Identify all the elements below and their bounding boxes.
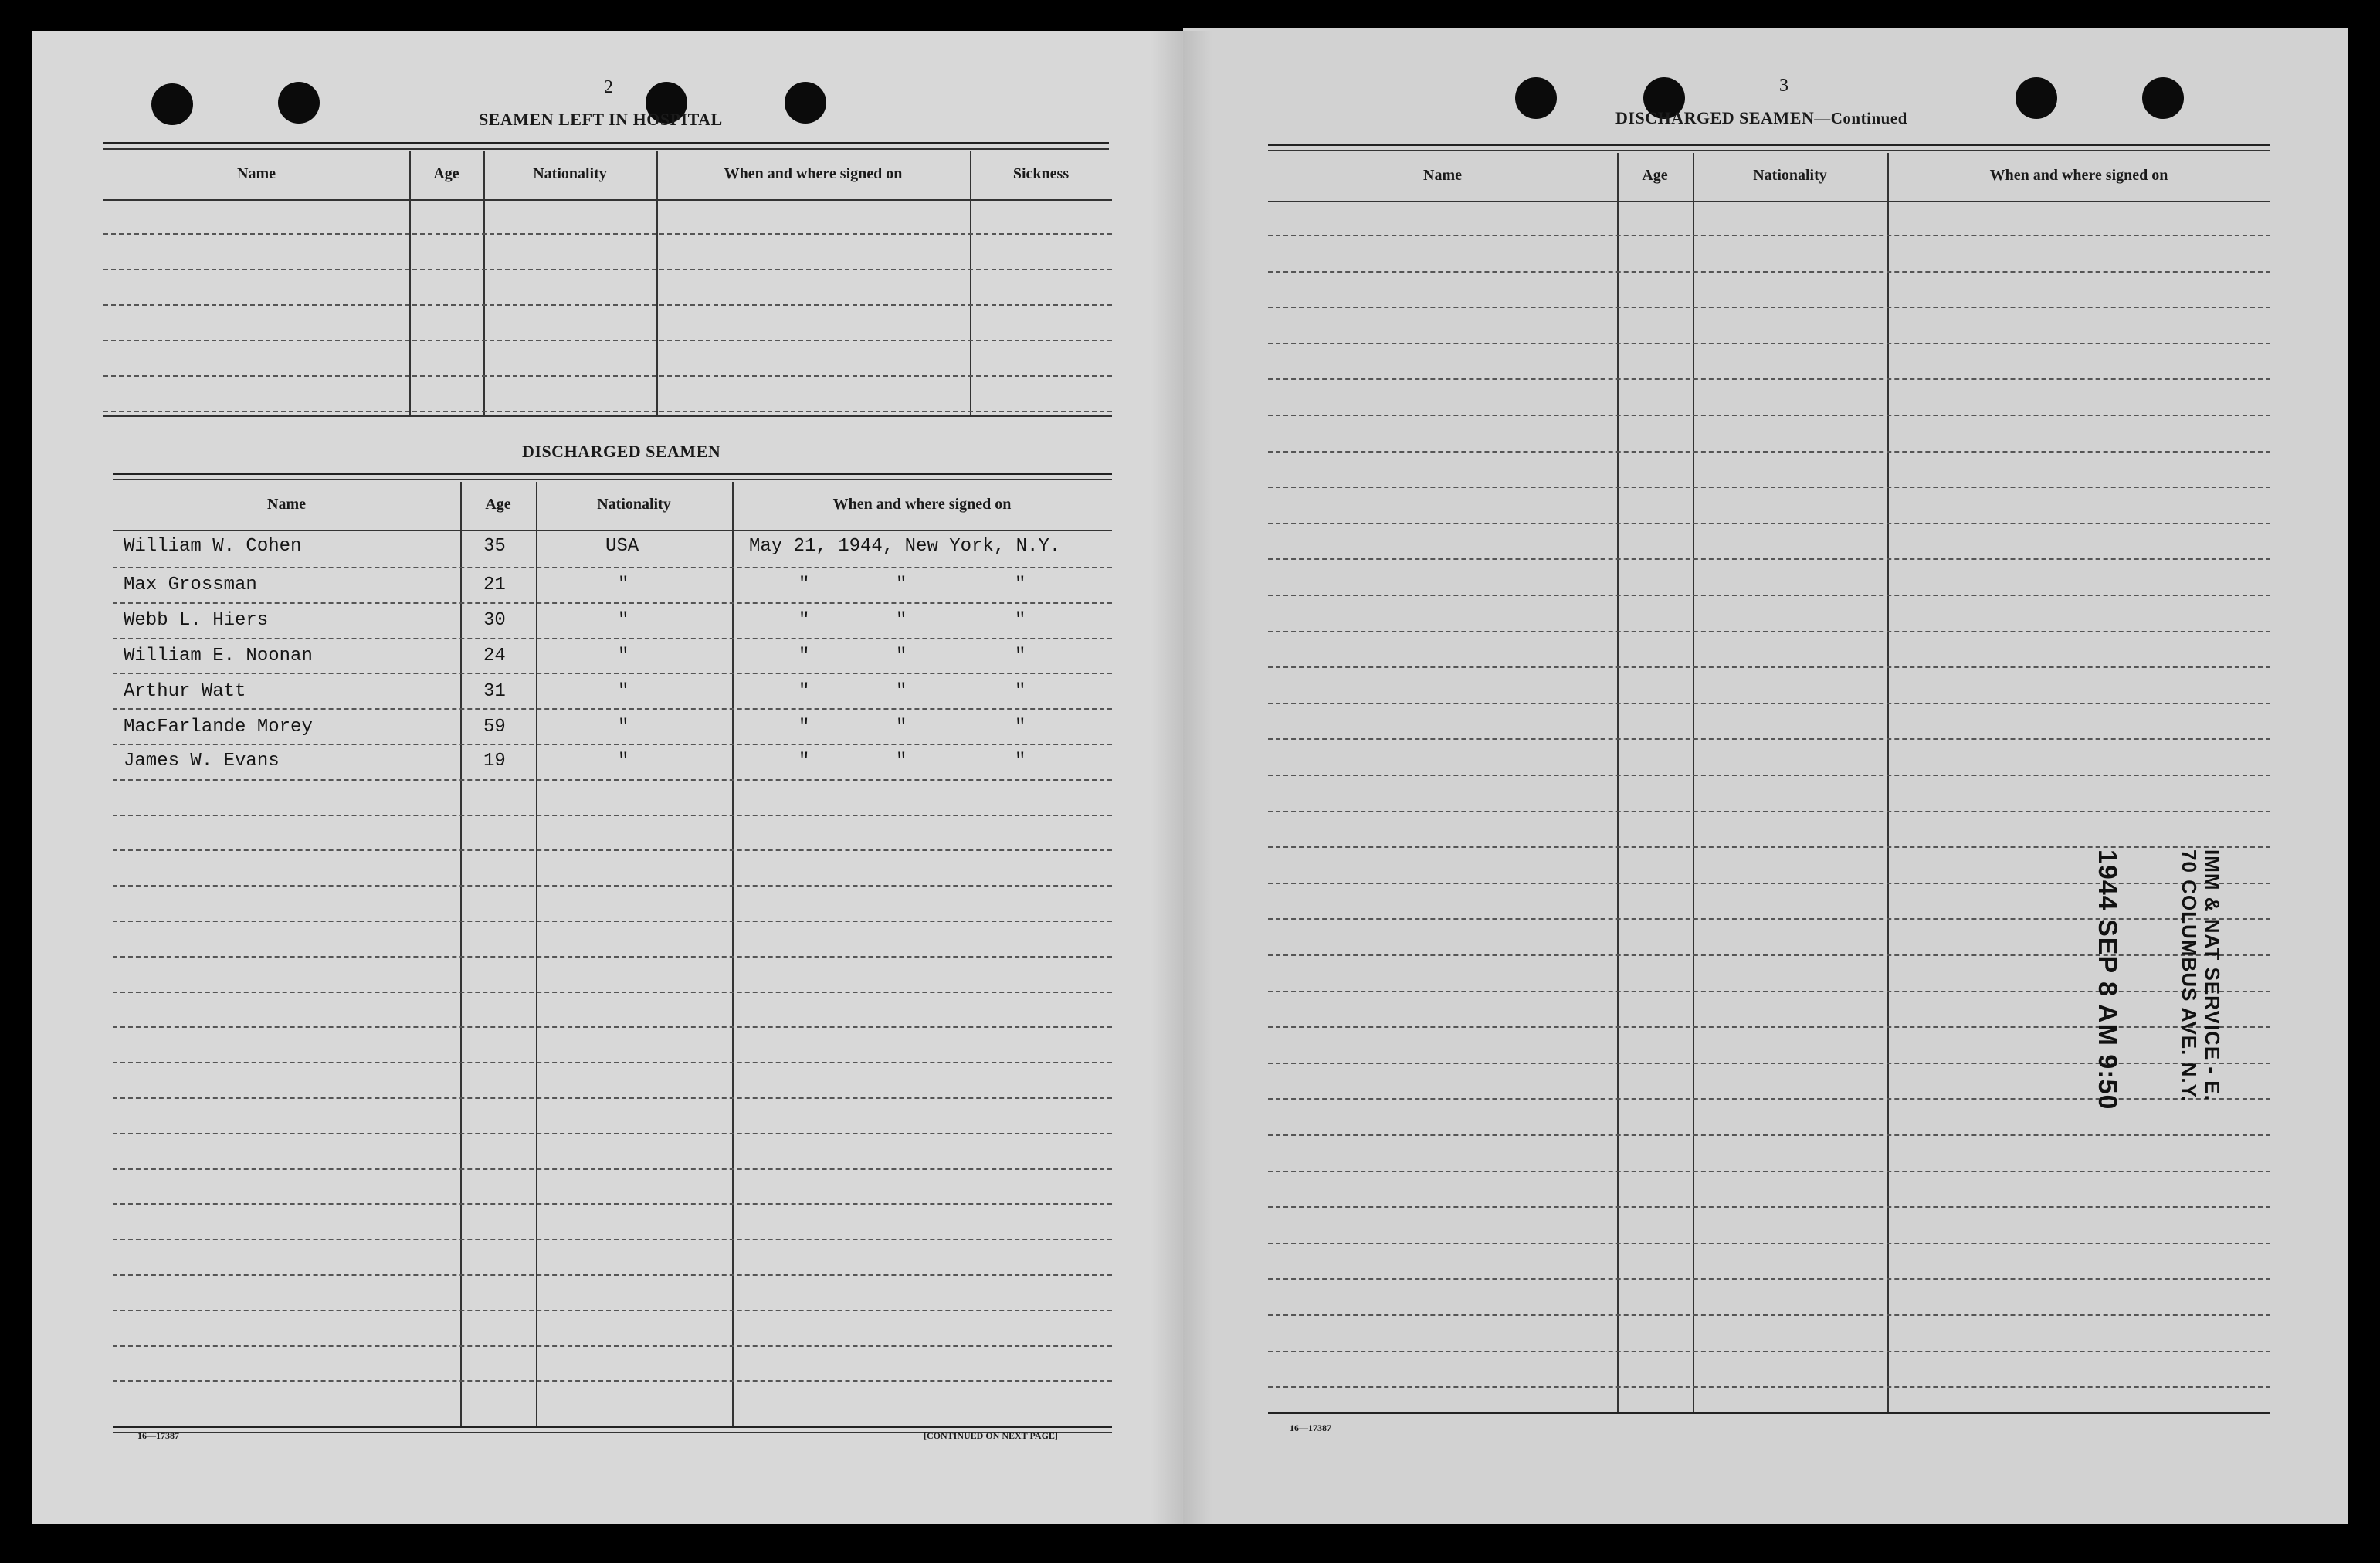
row-line	[1268, 523, 2270, 524]
row-line	[1268, 1206, 2270, 1208]
seaman-name: James W. Evans	[124, 751, 280, 771]
received-stamp	[2092, 849, 2122, 1110]
nationality-ditto: "	[618, 751, 629, 771]
signed-on-ditto: "	[798, 646, 810, 666]
continued-section-title	[1615, 108, 1907, 128]
signed-on-ditto: "	[1015, 751, 1026, 771]
header-rule	[113, 530, 1112, 531]
seaman-age: 30	[483, 610, 506, 631]
header-nationality: Nationality	[1753, 167, 1827, 184]
signed-on-ditto: "	[1015, 717, 1026, 737]
signed-on-ditto: "	[1015, 575, 1026, 595]
header-age: Age	[485, 496, 511, 513]
header-rule	[103, 199, 1112, 201]
stamp-office-line1: IMM & NAT SERVICE - E.	[2201, 849, 2224, 1101]
nationality-ditto: "	[618, 610, 629, 631]
row-line	[113, 567, 1112, 568]
signed-on-ditto: "	[896, 646, 907, 666]
seaman-age: 31	[483, 681, 506, 702]
form-number: 16—17387	[137, 1430, 179, 1441]
continued-title-suffix: —Continued	[1814, 109, 1907, 127]
row-line	[113, 708, 1112, 710]
seaman-name: William W. Cohen	[124, 536, 302, 557]
row-line	[1268, 775, 2270, 776]
column-divider	[409, 151, 411, 417]
column-divider	[483, 151, 485, 417]
column-divider	[1887, 153, 1889, 1412]
row-line	[103, 411, 1112, 412]
row-line	[113, 956, 1112, 958]
seaman-name: Arthur Watt	[124, 681, 246, 702]
row-line	[113, 1203, 1112, 1205]
form-number: 16—17387	[1290, 1422, 1331, 1433]
table-rule	[103, 148, 1109, 150]
continued-note: [CONTINUED ON NEXT PAGE]	[924, 1430, 1058, 1441]
row-line	[1268, 343, 2270, 344]
punch-hole	[1515, 77, 1557, 119]
row-line	[103, 340, 1112, 341]
left-page	[32, 31, 1206, 1524]
seaman-name: MacFarlande Morey	[124, 717, 313, 737]
signed-on-ditto: "	[896, 610, 907, 631]
signed-on-ditto: "	[896, 681, 907, 702]
seaman-age: 24	[483, 646, 506, 666]
nationality-ditto: "	[618, 575, 629, 595]
header-sickness: Sickness	[1012, 165, 1070, 182]
row-line	[113, 815, 1112, 816]
header-nationality: Nationality	[533, 165, 607, 182]
row-line	[113, 602, 1112, 604]
stamp-date: 1944 SEP 8 AM 9:50	[2093, 849, 2122, 1110]
row-line	[113, 1310, 1112, 1311]
signed-on-ditto: "	[896, 717, 907, 737]
row-line	[1268, 738, 2270, 740]
signed-on-ditto: "	[798, 751, 810, 771]
seaman-name: Webb L. Hiers	[124, 610, 269, 631]
header-signed-on: When and where signed on	[724, 165, 903, 182]
row-line	[1268, 1243, 2270, 1244]
row-line	[1268, 631, 2270, 632]
punch-hole	[151, 83, 193, 125]
discharged-section-title: DISCHARGED SEAMEN	[522, 442, 721, 461]
stamp-office-line2: 70 COLUMBUS AVE. N.Y.	[2178, 849, 2201, 1103]
center-fold	[1151, 31, 1212, 1524]
header-nationality: Nationality	[597, 496, 671, 513]
row-line	[103, 375, 1112, 377]
signed-on-ditto: "	[798, 575, 810, 595]
column-divider	[970, 151, 971, 417]
seaman-name: William E. Noonan	[124, 646, 313, 666]
punch-hole	[278, 82, 320, 124]
row-line	[1268, 1351, 2270, 1352]
nationality-ditto: "	[618, 717, 629, 737]
table-bottom-rule	[103, 415, 1112, 417]
punch-hole	[2142, 77, 2184, 119]
header-name: Name	[267, 496, 306, 513]
row-line	[113, 992, 1112, 993]
signed-on-ditto: "	[798, 717, 810, 737]
signed-on-ditto: "	[1015, 646, 1026, 666]
header-signed-on: When and where signed on	[1989, 167, 2168, 184]
signed-on-ditto: "	[1015, 681, 1026, 702]
row-line	[113, 1168, 1112, 1170]
row-line	[103, 269, 1112, 270]
seaman-age: 19	[483, 751, 506, 771]
right-page	[1183, 28, 2348, 1524]
row-line	[113, 1133, 1112, 1134]
column-divider	[460, 482, 462, 1426]
row-line	[113, 673, 1112, 674]
seaman-age: 35	[483, 536, 506, 557]
column-divider	[656, 151, 658, 417]
row-line	[1268, 558, 2270, 560]
table-rule	[113, 1426, 1112, 1428]
row-line	[1268, 307, 2270, 308]
row-line	[113, 1345, 1112, 1347]
seaman-name: Max Grossman	[124, 575, 257, 595]
row-line	[1268, 846, 2270, 848]
table-rule	[113, 479, 1112, 480]
row-line	[113, 1274, 1112, 1276]
row-line	[113, 1062, 1112, 1063]
signed-on-ditto: "	[896, 751, 907, 771]
column-divider	[732, 482, 734, 1426]
row-line	[1268, 1386, 2270, 1388]
signed-on-ditto: "	[1015, 610, 1026, 631]
row-line	[1268, 271, 2270, 273]
punch-hole	[2016, 77, 2057, 119]
signed-on-ditto: "	[798, 681, 810, 702]
row-line	[1268, 811, 2270, 812]
row-line	[1268, 1134, 2270, 1136]
header-age: Age	[1642, 167, 1668, 184]
row-line	[113, 1097, 1112, 1099]
page-number: 2	[604, 77, 613, 97]
row-line	[113, 849, 1112, 851]
continued-title-main: DISCHARGED SEAMEN	[1615, 108, 1815, 127]
table-rule	[1268, 150, 2270, 151]
signed-on-ditto: "	[896, 575, 907, 595]
row-line	[1268, 1314, 2270, 1316]
signed-on-date-place: May 21, 1944, New York, N.Y.	[749, 536, 1061, 557]
row-line	[1268, 703, 2270, 704]
header-name: Name	[237, 165, 276, 182]
row-line	[1268, 595, 2270, 596]
header-signed-on: When and where signed on	[832, 496, 1012, 513]
row-line	[1268, 487, 2270, 488]
row-line	[103, 304, 1112, 306]
signed-on-ditto: "	[798, 610, 810, 631]
seaman-age: 21	[483, 575, 506, 595]
row-line	[113, 638, 1112, 639]
seaman-age: 59	[483, 717, 506, 737]
row-line	[1268, 1171, 2270, 1172]
received-stamp-office	[2178, 849, 2224, 1102]
row-line	[113, 1239, 1112, 1240]
table-rule	[1268, 1412, 2270, 1414]
column-divider	[1693, 153, 1694, 1412]
row-line	[113, 779, 1112, 781]
row-line	[113, 1026, 1112, 1028]
row-line	[1268, 235, 2270, 236]
row-line	[1268, 666, 2270, 668]
header-name: Name	[1423, 167, 1462, 184]
row-line	[113, 1380, 1112, 1382]
row-line	[1268, 378, 2270, 380]
row-line	[1268, 415, 2270, 416]
table-rule	[113, 473, 1112, 475]
column-divider	[536, 482, 537, 1426]
header-rule	[1268, 201, 2270, 202]
column-divider	[1617, 153, 1619, 1412]
nationality-ditto: "	[618, 681, 629, 702]
row-line	[1268, 451, 2270, 453]
page-number: 3	[1779, 76, 1788, 96]
row-line	[113, 885, 1112, 887]
seaman-nationality: USA	[605, 536, 639, 557]
nationality-ditto: "	[618, 646, 629, 666]
table-rule	[1268, 144, 2270, 146]
row-line	[103, 233, 1112, 235]
hospital-section-title: SEAMEN LEFT IN HOSPITAL	[479, 110, 723, 129]
table-rule	[103, 142, 1109, 144]
row-line	[113, 744, 1112, 745]
header-age: Age	[433, 165, 459, 182]
row-line	[113, 921, 1112, 922]
punch-hole	[785, 82, 826, 124]
row-line	[1268, 1278, 2270, 1280]
